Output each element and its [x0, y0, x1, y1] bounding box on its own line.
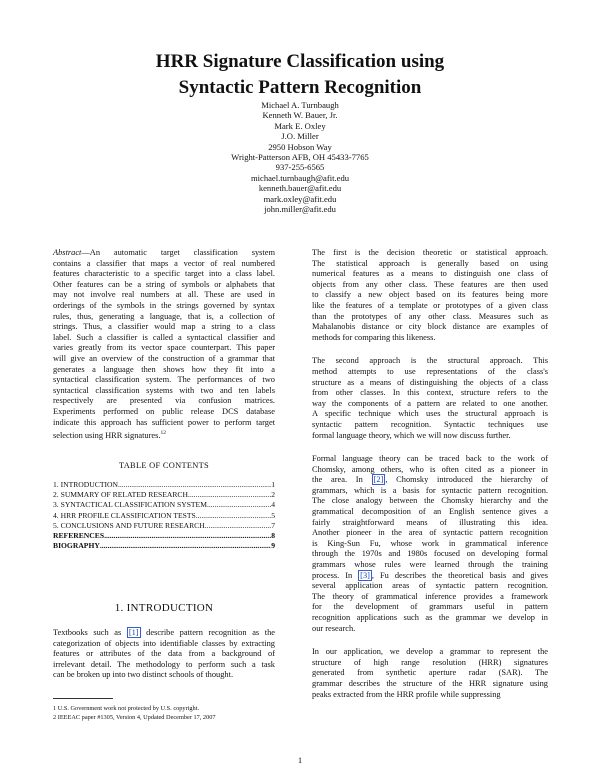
intro-line	[53, 628, 275, 639]
author-line: Kenneth W. Bauer, Jr.	[262, 110, 338, 121]
footnote-marks: 12	[160, 430, 166, 437]
body-line	[312, 602, 548, 613]
toc-entry	[53, 511, 275, 521]
author-line: 937-255-6565	[275, 162, 325, 173]
author-line: J.O. Miller	[281, 131, 319, 142]
body-line-text: Formal language theory can be traced back to the work of	[312, 454, 548, 464]
body-line: numerical features as a means to distinguish one class of	[312, 269, 548, 279]
abstract-line: syntactical classification system. The performances of two	[53, 375, 275, 385]
author-line: Mark E. Oxley	[274, 120, 326, 131]
abstract-line	[53, 248, 275, 259]
author-line: Wright-Patterson AFB, OH 45433-7765	[231, 152, 369, 163]
abstract-line: will give an overview of the construction of a grammar that	[53, 353, 275, 363]
toc-title: TABLE OF CONTENTS	[118, 461, 210, 471]
page-number: 1	[297, 755, 303, 765]
body-line: In our application, we develop a grammar to represent the	[312, 647, 548, 657]
body-line: method attempts to use representations of the class's	[312, 366, 548, 376]
body-line: objects from any other class. These features are then used	[312, 279, 548, 289]
intro-line-text: categorization of objects into identifiable classes by extracting	[53, 638, 275, 648]
table-of-contents	[53, 480, 275, 551]
toc-entry-title: 4. HRR PROFILE CLASSIFICATION TESTS	[53, 510, 196, 520]
body-line: peaks extracted from the HRR profile while suppressing	[312, 689, 501, 699]
section-heading-introduction: 1. INTRODUCTION	[114, 602, 214, 614]
citation-link[interactable]: [3]	[360, 570, 370, 580]
body-line-text: through the 1970s and 1980s focused on developing formal	[312, 549, 548, 559]
body-line	[312, 475, 548, 486]
body-line: generated from synthetic aperture radar (SAR). The	[312, 668, 548, 678]
abstract-line	[53, 428, 275, 441]
toc-entry-page: 4	[271, 500, 275, 510]
toc-entry	[53, 531, 275, 541]
body-line-text: fairly straightforward means of illustrating this idea.	[312, 517, 548, 527]
body-line	[312, 624, 548, 635]
body-line	[312, 592, 548, 603]
footnote-rule	[53, 698, 113, 699]
body-line	[312, 518, 548, 529]
intro-line	[53, 649, 275, 660]
abstract-line: respectively are presented via confusion matrices.	[53, 396, 275, 406]
toc-leader-dots	[104, 531, 271, 541]
body-line: methods for comparing this likeness.	[312, 332, 436, 342]
body-line	[312, 496, 548, 507]
abstract-line: orderings of the symbols in the strings governed by syntax	[53, 300, 275, 310]
body-line: than the prototypes of any other class. Measures such as	[312, 311, 548, 321]
paragraph-statistical-approach	[312, 248, 548, 343]
intro-line	[53, 660, 275, 671]
toc-entry-page: 1	[271, 480, 275, 490]
toc-entry-title: 1. INTRODUCTION	[53, 480, 118, 490]
right-column	[312, 248, 548, 700]
author-line: mark.oxley@afit.edu	[263, 193, 337, 204]
body-line	[312, 581, 548, 592]
body-line	[312, 454, 548, 465]
intro-line-text: can be broken up into two distinct schools of thought.	[53, 670, 234, 680]
author-line: john.miller@afit.edu	[264, 204, 336, 215]
intro-line	[53, 639, 275, 650]
toc-entry-page: 9	[271, 541, 275, 551]
paper-title-line-1: HRR Signature Classification using	[155, 51, 445, 72]
body-line-text: , Chomsky introduced the hierarchy of	[385, 475, 548, 485]
body-line: structure as a means of distinguishing the objects of a class	[312, 377, 548, 387]
body-line	[312, 465, 548, 476]
toc-entry	[53, 521, 275, 531]
body-line: The statistical approach is generally based on using	[312, 258, 548, 268]
abstract-line: Other features can be a string of symbols or alphabets that	[53, 279, 275, 289]
body-line	[312, 507, 548, 518]
body-line: The first is the decision theoretic or statistical approach.	[312, 248, 548, 257]
body-line: like the features of a template or prototypes of a given class	[312, 300, 548, 310]
body-line: syntactic pattern recognition. Syntactic techniques use	[312, 419, 548, 429]
body-line: Mahalanobis distance or city block distance are examples of	[312, 322, 548, 332]
abstract-line: rules, thus, generating a language, that is, a collection of	[53, 311, 275, 321]
abstract-line: varies greatly from its vector space counterpart. This paper	[53, 343, 275, 353]
body-line-text: grammars, which is a basis for syntactic pattern recognition.	[312, 485, 548, 495]
abstract-line-text: —An automatic target classification system	[81, 248, 275, 257]
body-line: from other classes. In this context, structure refers to the	[312, 388, 548, 398]
intro-line-text: features or attributes of the data from a background of	[53, 649, 275, 659]
body-line-text: Another pioneer in the area of syntactic pattern recognition	[312, 528, 548, 538]
body-line: grammar describes the structure of the HRR signature using	[312, 678, 548, 688]
toc-entry-title: REFERENCES	[53, 531, 105, 541]
body-line	[312, 486, 548, 497]
footnote: 2 IEEEAC paper #1305, Version 4, Updated December 17, 2007	[53, 713, 216, 721]
body-line-text: for the development of grammars useful in pattern	[312, 602, 548, 612]
citation-link[interactable]: [2]	[373, 475, 384, 485]
toc-leader-dots	[205, 521, 272, 531]
footnotes	[53, 705, 275, 722]
author-line: kenneth.bauer@afit.edu	[258, 183, 342, 194]
body-line-text: Chomsky, among others, who is often cited as a pioneer in	[312, 464, 548, 474]
toc-entry	[53, 490, 275, 500]
abstract-line: indicate this approach has sufficient power to perform target	[53, 417, 275, 427]
body-line	[312, 560, 548, 571]
body-line-text: grammatical decomposition of an English sentence gives a	[312, 507, 548, 517]
body-line-text: , Fu describes the theoretical basis and gives	[371, 570, 548, 580]
abstract-line: generates a language then shows how they fit into a	[53, 364, 275, 374]
body-line	[312, 613, 548, 624]
toc-entry	[53, 480, 275, 490]
body-line: structure of high range resolution (HRR) signatures	[312, 657, 548, 667]
abstract-label: Abstract	[53, 248, 82, 257]
abstract-line: strings. Thus, a classifier would map a string to a class	[53, 322, 275, 332]
toc-entry-title: 3. SYNTACTICAL CLASSIFICATION SYSTEM	[53, 500, 207, 510]
toc-entry-title: 5. CONCLUSIONS AND FUTURE RESEARCH	[53, 520, 205, 530]
body-line-text: the area. In	[312, 475, 372, 485]
abstract-line: label. Such a classifier is called a syntactical classifier and	[53, 332, 275, 342]
body-line	[312, 549, 548, 560]
body-line-text: The close analogy between the Chomsky hierarchy and the	[312, 496, 548, 506]
toc-leader-dots	[100, 541, 271, 551]
author-line: 2950 Hobson Way	[268, 141, 332, 152]
toc-entry-page: 2	[271, 490, 275, 500]
author-block	[0, 100, 600, 214]
citation-link[interactable]: [1]	[128, 628, 139, 637]
intro-line	[53, 670, 275, 681]
paragraph-structural-approach	[312, 356, 548, 441]
body-line	[312, 539, 548, 550]
abstract-line: features characteristic to a specific target into a class label.	[53, 269, 275, 279]
toc-entry-page: 8	[271, 531, 275, 541]
toc-entry	[53, 500, 275, 510]
body-line-text: our research.	[312, 623, 356, 633]
body-line-text: The theory of grammatical inference provides a framework	[312, 591, 548, 601]
body-line: formal language theory, which we will now discuss further.	[312, 430, 511, 440]
author-line: Michael A. Turnbaugh	[261, 100, 339, 110]
toc-entry-page: 5	[271, 510, 275, 520]
paragraph-formal-language	[312, 454, 548, 634]
abstract-line: contains a classifier that maps a vector of real numbered	[53, 258, 275, 268]
footnote: 1 U.S. Government work not protected by U.S. copyright.	[53, 705, 200, 712]
left-column	[53, 248, 275, 552]
body-line: way the components of a pattern are related to one another.	[312, 398, 548, 408]
toc-leader-dots	[118, 480, 271, 490]
body-line: to classify a new object based on its features being more	[312, 290, 548, 300]
toc-entry-title: BIOGRAPHY	[53, 541, 100, 551]
paragraph-our-application	[312, 647, 548, 700]
abstract	[53, 248, 275, 441]
abstract-line: syntactical classification systems with two and ten labels	[53, 385, 275, 395]
toc-leader-dots	[188, 490, 271, 500]
toc-entry-title: 2. SUMMARY OF RELATED RESEARCH	[53, 490, 188, 500]
abstract-line: may not involve real numbers at all. These are used in	[53, 290, 275, 300]
author-line: michael.turnbaugh@afit.edu	[250, 172, 350, 183]
body-line	[312, 528, 548, 539]
abstract-line: Experiments performed on public release DCS database	[53, 406, 275, 416]
intro-line-text: describe pattern recognition as the	[140, 628, 275, 637]
body-line-text: recognition applications such as the grammar we develop in	[312, 613, 548, 622]
toc-entry	[53, 541, 275, 551]
introduction-text	[53, 628, 275, 681]
toc-entry-page: 7	[271, 520, 275, 530]
toc-leader-dots	[196, 511, 272, 521]
body-line	[312, 571, 548, 582]
body-line: A specific technique which uses the structural approach is	[312, 409, 548, 419]
intro-line-text: Textbooks such as	[53, 628, 127, 637]
toc-leader-dots	[207, 500, 271, 510]
body-line-text: grammars whose rules were learned through the training	[312, 560, 548, 570]
body-line-text: several application areas of syntactic pattern recognition.	[312, 581, 548, 591]
abstract-line-text: selection using HRR signatures.	[53, 430, 161, 440]
body-line-text: process. In	[312, 570, 359, 580]
body-line-text: is King-Sun Fu, whose work in grammatical inference	[312, 538, 548, 548]
body-line: The second approach is the structural approach. This	[312, 356, 548, 366]
paper-title-line-2: Syntactic Pattern Recognition	[178, 77, 422, 98]
intro-line-text: irrelevant detail. The methodology to perform such a task	[53, 659, 275, 669]
